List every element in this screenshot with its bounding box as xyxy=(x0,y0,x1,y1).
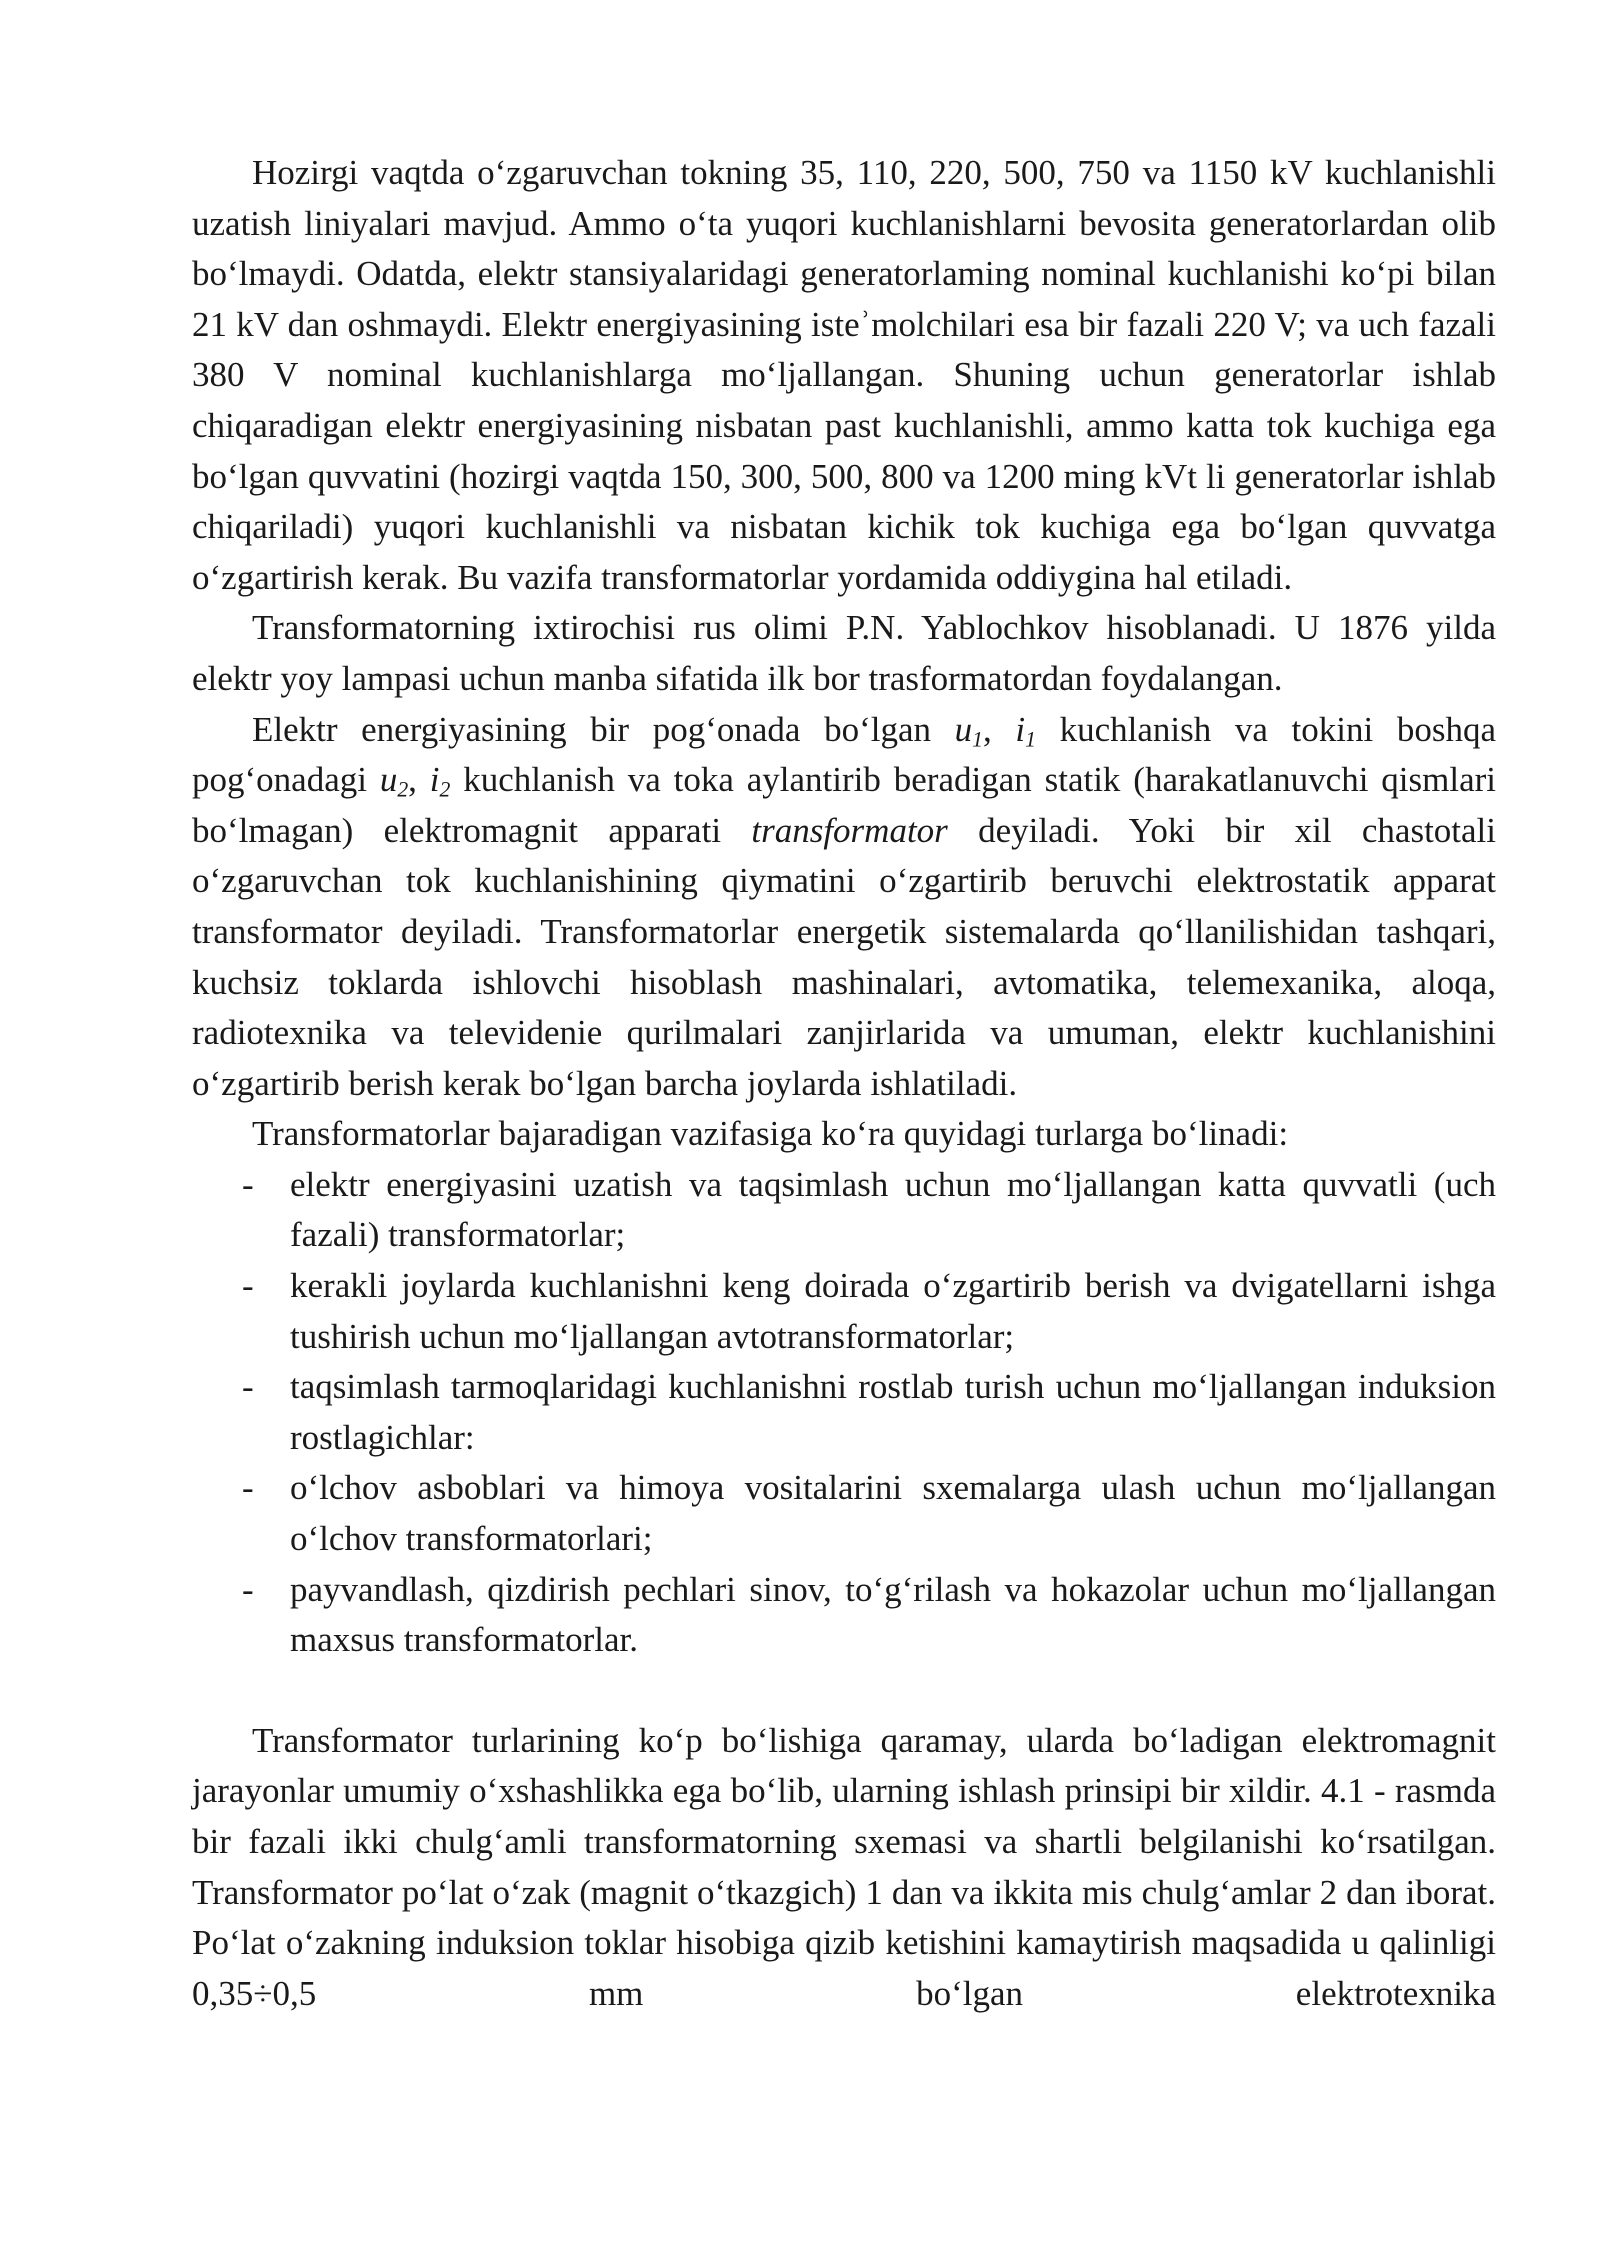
paragraph-operating-principle: Transformator turlarining ko‘p bo‘lishiga qaramay, ularda bo‘ladigan elektromagnit jarayonlar umumiy o‘xshashlikka ega bo‘lib, ularning ishlash prinsipi bir xildir. 4.1 - rasmda bir fazali ikki chulg‘amli transformatorning sxemasi va shartli belgilanishi ko‘rsatilgan. Transformator po‘lat o‘zak (magnit o‘tkazgich) 1 dan va ikkita mis chulg‘amlar 2 dan iborat. Po‘lat o‘zakning induksion toklar hisobiga qizib ketishini kamaytirish maqsadida u qalinligi 0,35÷0,5 mm bo‘lgan elektrotexnika xyxy=(192,1720,1496,2013)
list-item xyxy=(192,1261,1496,1362)
definition-text-2: kuchlanish va tokini boshqa pog‘onadagi xyxy=(192,709,1496,800)
paragraph-inventor: Transformatorning ixtirochisi rus olimi P.N. Yablochkov hisoblanadi. U 1876 yilda elektr yoy lampasi uchun manba sifatida ilk bor trasformatordan foydalangan. xyxy=(192,608,1496,698)
paragraph-hv-lines: Hozirgi vaqtda o‘zgaruvchan tokning 35, 110, 220, 500, 750 va 1150 kV kuchlanishli uzatish liniyalari mavjud. Ammo o‘ta yuqori kuchlanishlarni bevosita generatorlardan olib bo‘lmaydi. Odatda, elektr stansiyalaridagi generatorlaming nominal kuchlanishi ko‘pi bilan 21 kV dan oshmaydi. Elektr energiyasining isteʾmolchilari esa bir fazali 220 V; va uch fazali 380 V nominal kuchlanishlarga mo‘ljallangan. Shuning uchun generatorlar ishlab chiqaradigan elektr energiyasining nisbatan past kuchlanishli, ammo katta tok kuchiga ega bo‘lgan quvvatini (hozirgi vaqtda 150, 300, 500, 800 va 1200 ming kVt li generatorlar ishlab chiqariladi) yuqori kuchlanishli va nisbatan kichik tok kuchiga ega bo‘lgan quvvatga o‘zgartirish kerak. Bu vazifa transformatorlar yordamida oddiygina hal etiladi. xyxy=(192,153,1496,597)
list-dash: - xyxy=(242,1164,254,1204)
list-dash: - xyxy=(242,1468,254,1508)
transformer-types-list xyxy=(192,1160,1496,1666)
symbol-u2: $u_2$ xyxy=(379,760,409,802)
symbol-i1: $i_1$ xyxy=(1015,709,1036,751)
list-item-text: taqsimlash tarmoqlaridagi kuchlanishni rostlab turish uchun mo‘ljallangan induksion rostlagichlar: xyxy=(290,1367,1496,1457)
symbol-u1: $u_1$ xyxy=(954,709,983,751)
definition-text-1: Elektr energiyasining bir pog‘onada bo‘lgan xyxy=(252,709,955,749)
document-page xyxy=(192,148,1496,2019)
term-transformator: transformator xyxy=(751,810,948,850)
definition-text-4: deyiladi. Yoki bir xil chastotali o‘zgaruvchan tok kuchlanishining qiymatini o‘zgartirib beruvchi elektrostatik apparat transformator deyiladi. Transformatorlar energetik sistemalarda qo‘llanilishidan tashqari, kuchsiz toklarda ishlovchi hisoblash mashinalari, avtomatika, telemexanika, aloqa, radiotexnika va televidenie qurilmalari zanjirlarida va umuman, elektr kuchlanishini o‘zgartirib berish kerak bo‘lgan barcha joylarda ishlatiladi. xyxy=(192,810,1496,1103)
list-item-text: elektr energiyasini uzatish va taqsimlash uchun mo‘ljallangan katta quvvatli (uch fazali) transformatorlar; xyxy=(290,1164,1496,1255)
list-intro: Transformatorlar bajaradigan vazifasiga ko‘ra quyidagi turlarga bo‘linadi: xyxy=(252,1114,1289,1154)
list-dash: - xyxy=(242,1367,254,1407)
list-item xyxy=(192,1463,1496,1564)
list-dash: - xyxy=(242,1266,254,1306)
list-item xyxy=(192,1160,1496,1261)
list-item xyxy=(192,1362,1496,1463)
symbol-i2: $i_2$ xyxy=(429,760,451,802)
list-dash: - xyxy=(242,1569,254,1609)
list-item xyxy=(192,1565,1496,1666)
paragraph-definition: Elektr energiyasining bir pog‘onada bo‘lgan $u_1$, $i_1$ kuchlanish va tokini boshqa pog‘onadagi $u_2$, $i_2$ kuchlanish va toka aylantirib beradigan statik (harakatlanuvchi qismlari bo‘lmagan) elektromagnit apparati transformator deyiladi. Yoki bir xil chastotali o‘zgaruvchan tok kuchlanishining qiymatini o‘zgartirib beruvchi elektrostatik apparat transformator deyiladi. Transformatorlar energetik sistemalarda qo‘llanilishidan tashqari, kuchsiz toklarda ishlovchi hisoblash mashinalari, avtomatika, telemexanika, aloqa, radiotexnika va televidenie qurilmalari zanjirlarida va umuman, elektr kuchlanishini o‘zgartirib berish kerak bo‘lgan barcha joylarda ishlatiladi. xyxy=(192,709,1497,1103)
list-item-text: payvandlash, qizdirish pechlari sinov, to‘g‘rilash va hokazolar uchun mo‘ljallangan maxsus transformatorlar. xyxy=(290,1569,1496,1660)
list-item-text: o‘lchov asboblari va himoya vositalarini sxemalarga ulash uchun mo‘ljallangan o‘lchov transformatorlari; xyxy=(290,1468,1496,1559)
list-item-text: kerakli joylarda kuchlanishni keng doirada o‘zgartirib berish va dvigatellarni ishga tushirish uchun mo‘ljallangan avtotransformatorlar; xyxy=(290,1266,1496,1356)
definition-text-3: kuchlanish va toka aylantirib beradigan statik (harakatlanuvchi qismlari bo‘lmagan) elektromagnit apparati xyxy=(192,760,1497,850)
blank-line xyxy=(192,1666,1496,1716)
